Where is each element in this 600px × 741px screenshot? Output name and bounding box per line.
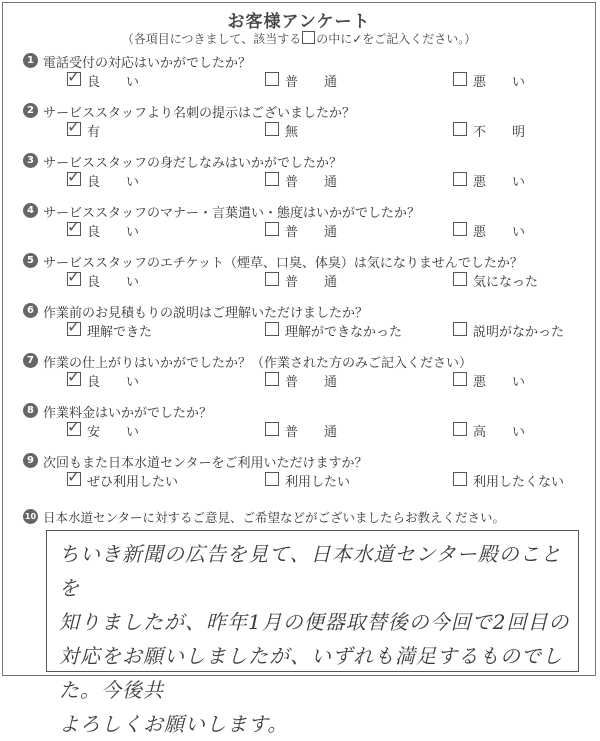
checkbox[interactable]: [265, 72, 279, 86]
question-number-badge: 4: [23, 203, 38, 218]
question-9: [9, 452, 589, 495]
question-text: 電話受付の対応はいかがでしたか？: [43, 56, 252, 71]
checkmark-icon: ✓: [67, 417, 81, 436]
question-3: [9, 152, 589, 195]
instruction: [3, 30, 595, 47]
option-label: 普 通: [285, 225, 338, 240]
checkbox[interactable]: [453, 322, 467, 336]
question-number-badge: 3: [23, 153, 38, 168]
checkbox[interactable]: [67, 417, 81, 436]
option-label: 利用したくない: [473, 475, 565, 490]
option-label: 安 い: [87, 425, 140, 440]
question-4: [9, 202, 589, 245]
checkbox[interactable]: [453, 472, 467, 486]
question-text: 作業の仕上がりはいかがでしたか？（作業された方のみご記入ください）: [43, 356, 473, 371]
question-number-badge: 7: [23, 353, 38, 368]
option-label: 良 い: [87, 75, 140, 90]
option-label: 良 い: [87, 225, 140, 240]
checkbox-sample-icon: [302, 31, 315, 44]
checkbox[interactable]: [453, 222, 467, 236]
checkbox[interactable]: [265, 472, 279, 486]
checkmark-icon: ✓: [352, 32, 363, 46]
option-label: 不 明: [473, 125, 526, 140]
option-label: ぜひ利用したい: [87, 475, 179, 490]
option-label: 悪 い: [473, 175, 526, 190]
question-text: サービススタッフの身だしなみはいかがでしたか？: [43, 156, 343, 171]
option-label: 良 い: [87, 175, 140, 190]
question-text: 作業料金はいかがでしたか？: [43, 406, 213, 421]
question-number-badge: 2: [23, 103, 38, 118]
option-label: 普 通: [285, 375, 338, 390]
checkbox[interactable]: [67, 367, 81, 386]
question-number-badge: 8: [23, 403, 38, 418]
question-text: 作業前のお見積もりの説明はご理解いただけましたか？: [43, 306, 369, 321]
question-number-badge: 9: [23, 453, 38, 468]
checkbox[interactable]: [265, 122, 279, 136]
page-title: お客様アンケート: [227, 12, 371, 32]
question-number-badge: 1: [23, 53, 38, 68]
question-2: [9, 102, 589, 145]
checkmark-icon: ✓: [67, 317, 81, 336]
option-label: 良 い: [87, 375, 140, 390]
question-number-badge: 5: [23, 253, 38, 268]
option-label: 説明がなかった: [473, 325, 565, 340]
comment-box[interactable]: [46, 530, 579, 736]
checkbox[interactable]: [265, 172, 279, 186]
option-label: 普 通: [285, 175, 338, 190]
question-text: サービススタッフより名刺の提示はございましたか？: [43, 106, 356, 121]
option-label: 理解できた: [87, 325, 153, 340]
handwritten-comment: ちいき新聞の広告を見て、日本水道センター殿のことを 知りましたが、昨年1月の便器取替後の今回で2回目の 対応をお願いしましたが、いずれも満足するものでした。今後共 よろしくお願いします。: [59, 542, 570, 736]
option-label: 普 通: [285, 275, 338, 290]
question-6: [9, 302, 589, 345]
option-label: 高 い: [473, 425, 526, 440]
option-label: 無: [285, 125, 299, 140]
option-label: 普 通: [285, 75, 338, 90]
checkbox[interactable]: [453, 272, 467, 286]
question-8: [9, 402, 589, 445]
question-text: サービススタッフのマナー・言葉遣い・態度はいかがでしたか？: [43, 206, 421, 221]
checkbox[interactable]: [453, 72, 467, 86]
checkbox[interactable]: [67, 67, 81, 86]
option-label: 悪 い: [473, 225, 526, 240]
checkbox[interactable]: [67, 267, 81, 286]
checkmark-icon: ✓: [67, 167, 81, 186]
checkmark-icon: ✓: [67, 367, 81, 386]
checkbox[interactable]: [265, 222, 279, 236]
checkbox[interactable]: [453, 122, 467, 136]
instruction-after: をご記入ください。）: [362, 32, 477, 46]
checkmark-icon: ✓: [67, 67, 81, 86]
question-text: 日本水道センターに対するご意見、ご希望などがございましたらお教えください。: [43, 510, 506, 525]
checkbox[interactable]: [67, 167, 81, 186]
checkbox[interactable]: [265, 372, 279, 386]
checkbox[interactable]: [67, 467, 81, 486]
checkbox[interactable]: [67, 317, 81, 336]
instruction-middle: の中に: [316, 32, 353, 46]
question-number-badge: 6: [23, 303, 38, 318]
question-1: [9, 52, 589, 95]
checkbox[interactable]: [453, 372, 467, 386]
option-label: 良 い: [87, 275, 140, 290]
option-label: 普 通: [285, 425, 338, 440]
checkmark-icon: ✓: [67, 467, 81, 486]
option-label: 気になった: [473, 275, 539, 290]
checkbox[interactable]: [453, 422, 467, 436]
option-label: 悪 い: [473, 75, 526, 90]
question-text: サービススタッフのエチケット（煙草、口臭、体臭）は気になりませんでしたか？: [43, 256, 523, 271]
question-7: [9, 352, 589, 395]
checkbox[interactable]: [453, 172, 467, 186]
checkbox[interactable]: [67, 117, 81, 136]
question-text: 次回もまた日本水道センターをご利用いただけますか？: [43, 456, 368, 471]
question-5: [9, 252, 589, 295]
question-number-badge: 10: [23, 509, 38, 524]
checkmark-icon: ✓: [67, 117, 81, 136]
checkmark-icon: ✓: [67, 217, 81, 236]
checkbox[interactable]: [67, 217, 81, 236]
checkbox[interactable]: [265, 272, 279, 286]
checkbox[interactable]: [265, 322, 279, 336]
checkbox[interactable]: [265, 422, 279, 436]
survey-sheet: [2, 2, 596, 736]
checkmark-icon: ✓: [67, 267, 81, 286]
option-label: 有: [87, 125, 101, 140]
option-label: 悪 い: [473, 375, 526, 390]
instruction-before: （各項目につきまして、該当する: [121, 32, 302, 46]
option-label: 理解ができなかった: [285, 325, 403, 340]
option-label: 利用したい: [285, 475, 351, 490]
